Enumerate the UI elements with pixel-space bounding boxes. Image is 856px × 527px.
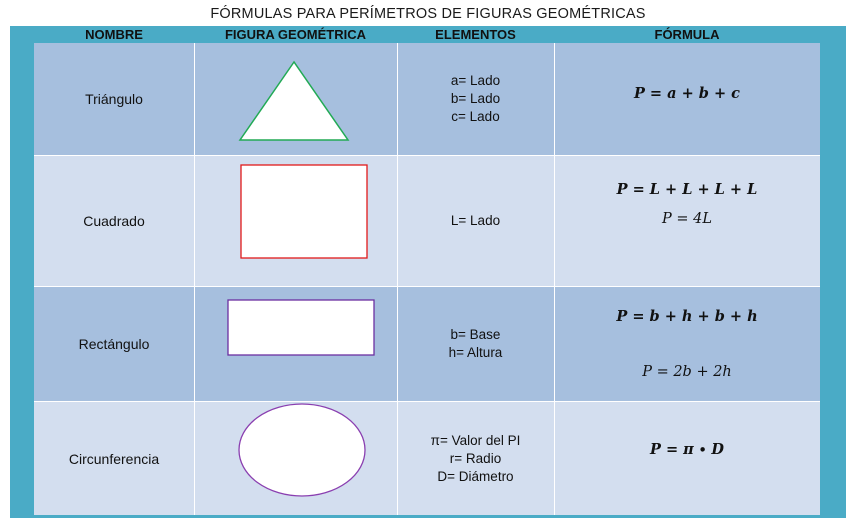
formula-text: P = π ∙ D (650, 440, 724, 458)
row-formulas-2 (554, 361, 820, 383)
element-item: r= Radio (449, 450, 502, 466)
row-divider (34, 401, 820, 402)
row-divider (34, 155, 820, 156)
formula-text: P = b + h + b + h (616, 307, 758, 325)
row-formulas (554, 305, 820, 327)
rectangle-icon (227, 299, 377, 357)
row-elements (397, 287, 554, 401)
row-name: Circunferencia (68, 450, 160, 467)
element-item: a= Lado (450, 73, 501, 88)
table-row (34, 402, 820, 515)
table-row (34, 43, 820, 155)
table-row (34, 156, 820, 286)
column-divider (194, 43, 195, 515)
element-item: L= Lado (450, 213, 501, 228)
column-divider (397, 43, 398, 515)
header-elementos: ELEMENTOS (435, 27, 516, 42)
element-item: D= Diámetro (437, 468, 514, 484)
row-name: Rectángulo (78, 336, 150, 352)
triangle-icon (238, 59, 350, 143)
page-title: FÓRMULAS PARA PERÍMETROS DE FIGURAS GEOMÉTRICAS (210, 6, 646, 22)
row-name: Triángulo (85, 91, 143, 107)
formula-text: P = 2b + 2h (642, 364, 732, 380)
row-divider (34, 286, 820, 287)
row-formulas (554, 402, 820, 496)
formula-text: P = L + L + L + L (616, 180, 758, 198)
row-name: Cuadrado (83, 213, 145, 229)
formula-text: P = a + b + c (633, 84, 740, 102)
row-elements (397, 43, 554, 155)
row-formulas (554, 43, 820, 143)
table-header (10, 26, 846, 43)
column-divider (554, 43, 555, 515)
row-formulas-2 (554, 208, 820, 230)
element-item: h= Altura (448, 345, 503, 360)
element-item: b= Base (450, 327, 501, 342)
square-icon (240, 164, 370, 260)
element-item: π= Valor del PI (430, 432, 521, 448)
circle-icon (237, 403, 367, 499)
element-item: b= Lado (450, 91, 501, 106)
header-figura: FIGURA GEOMÉTRICA (224, 27, 367, 42)
header-formula: FÓRMULA (654, 27, 720, 42)
header-nombre: NOMBRE (85, 27, 143, 42)
row-formulas (554, 178, 820, 200)
element-item: c= Lado (451, 109, 500, 124)
row-elements (397, 402, 554, 515)
formula-text: P = 4L (662, 211, 712, 227)
table-row (34, 287, 820, 401)
row-elements (397, 156, 554, 286)
